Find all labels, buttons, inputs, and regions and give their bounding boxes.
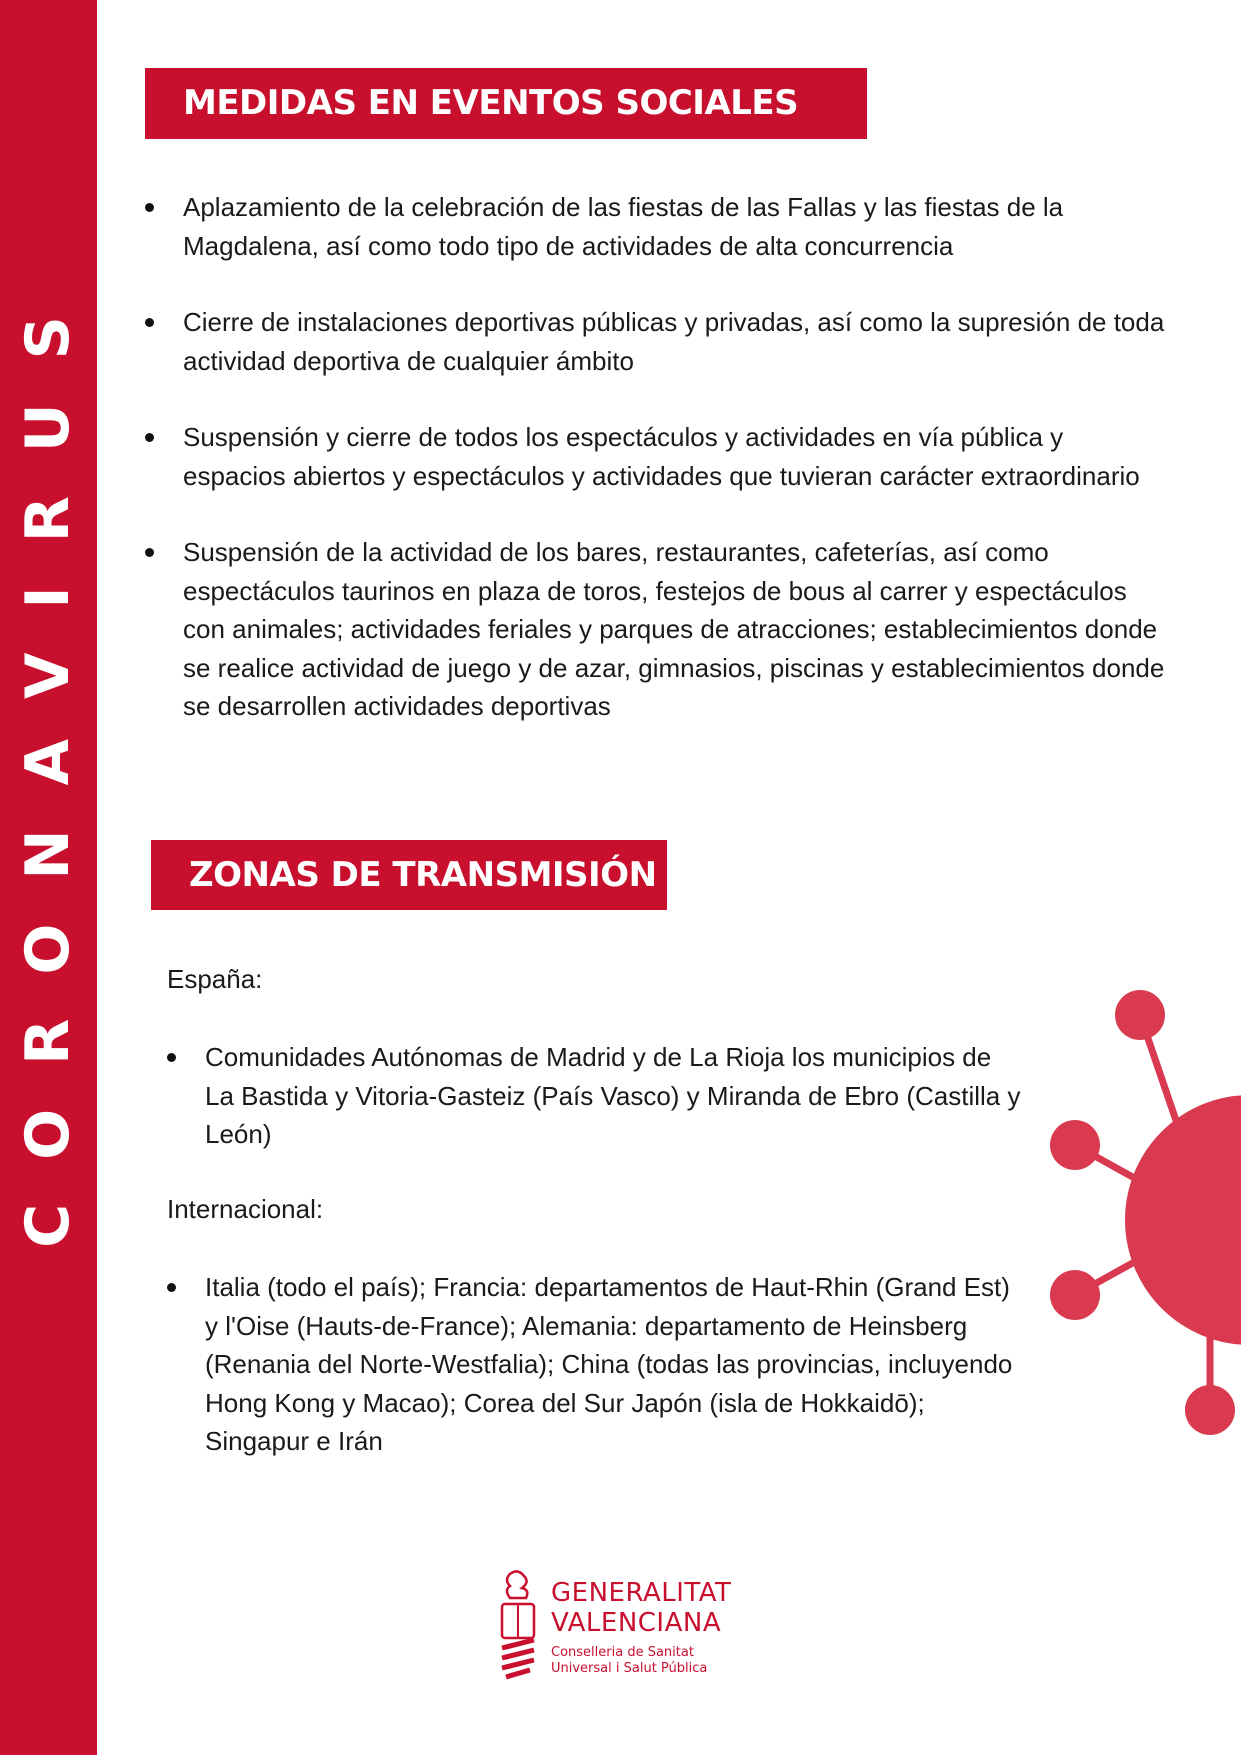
logo-subtitle: Conselleria de Sanitat Universal i Salut Pública [551, 1645, 708, 1676]
logo-name: GENERALITAT VALENCIANA [551, 1578, 732, 1638]
virus-icon [1040, 990, 1241, 1470]
bullet-icon [145, 318, 154, 327]
list-item: Suspensión de la actividad de los bares, restaurantes, cafeterías, así como espectáculos taurinos en plaza de toros, festejos de bous al carrer y espectáculos con animales; actividades feriales y parques de atracciones; establecimientos donde se realice actividad de juego y de azar, gimnasios, piscinas y establecimientos donde se desarrollen actividades deportivas [145, 533, 1165, 726]
list-item: Suspensión y cierre de todos los espectáculos y actividades en vía pública y espacios abiertos y espectáculos y actividades que tuvieran carácter extraordinario [145, 418, 1165, 495]
eventos-list [145, 188, 1165, 764]
bullet-icon [145, 433, 154, 442]
bullet-icon [167, 1053, 176, 1062]
sidebar-title: CORONAVIRUS [13, 272, 83, 1248]
list-item: Aplazamiento de la celebración de las fiestas de las Fallas y las fiestas de la Magdalena, así como todo tipo de actividades de alta concurrencia [145, 188, 1165, 265]
section-heading-zonas: ZONAS DE TRANSMISIÓN [151, 840, 667, 910]
sidebar [0, 0, 97, 1755]
generalitat-logo [496, 1568, 756, 1688]
list-item: Cierre de instalaciones deportivas públicas y privadas, así como la supresión de toda actividad deportiva de cualquier ámbito [145, 303, 1165, 380]
spain-label: España: [167, 964, 263, 994]
international-label: Internacional: [167, 1194, 324, 1224]
spain-list [167, 1038, 1027, 1154]
list-item: Italia (todo el país); Francia: departamentos de Haut-Rhin (Grand Est) y l'Oise (Hauts-de-France); Alemania: departamento de Heinsberg (Renania del Norte-Westfalia); China (todas las provincias, incluyendo Hong Kong y Macao); Corea del Sur Japón (isla de Hokkaidō); Singapur e Irán [167, 1268, 1027, 1461]
section-heading-eventos: MEDIDAS EN EVENTOS SOCIALES [145, 68, 867, 139]
bullet-icon [145, 203, 154, 212]
international-list [167, 1268, 1027, 1461]
coat-of-arms-icon [496, 1570, 540, 1680]
bullet-icon [167, 1283, 176, 1292]
bullet-icon [145, 548, 154, 557]
list-item: Comunidades Autónomas de Madrid y de La Rioja los municipios de La Bastida y Vitoria-Gasteiz (País Vasco) y Miranda de Ebro (Castilla y León) [167, 1038, 1027, 1154]
